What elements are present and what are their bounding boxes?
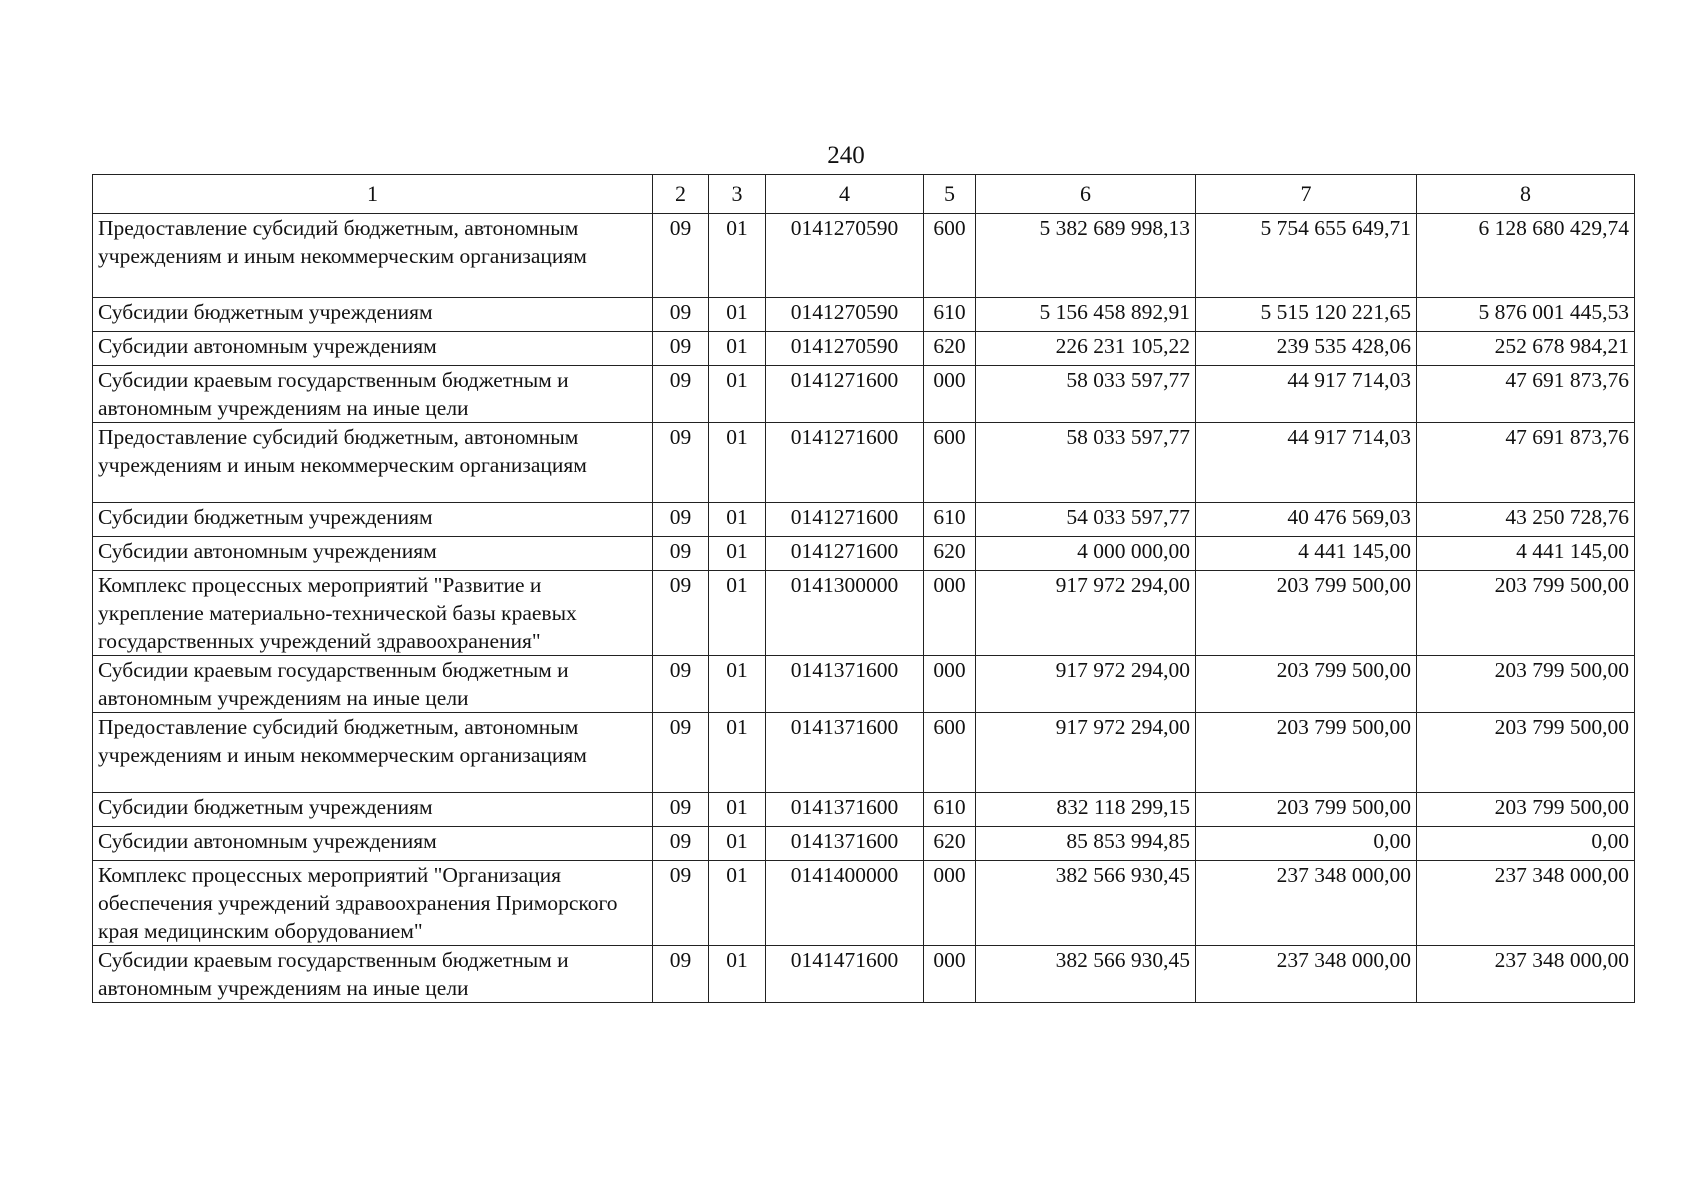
row-target-article-code: 0141371600 — [766, 827, 924, 861]
row-subsection-code: 01 — [709, 861, 766, 946]
row-amount-col8: 6 128 680 429,74 — [1417, 214, 1635, 298]
row-description: Субсидии краевым государственным бюджетным и автономным учреждениям на иные цели — [93, 656, 653, 713]
header-row — [93, 175, 1635, 214]
row-target-article-code: 0141300000 — [766, 571, 924, 656]
table-row — [93, 537, 1635, 571]
row-description: Предоставление субсидий бюджетным, автономным учреждениям и иным некоммерческим организациям — [93, 713, 653, 793]
row-amount-col7: 203 799 500,00 — [1196, 713, 1417, 793]
row-amount-col8: 47 691 873,76 — [1417, 423, 1635, 503]
row-subsection-code: 01 — [709, 423, 766, 503]
row-section-code: 09 — [653, 214, 709, 298]
row-expense-type-code: 000 — [924, 861, 976, 946]
row-target-article-code: 0141271600 — [766, 423, 924, 503]
header-cell-8: 8 — [1417, 175, 1635, 214]
row-description: Субсидии краевым государственным бюджетным и автономным учреждениям на иные цели — [93, 946, 653, 1003]
row-amount-col7: 203 799 500,00 — [1196, 793, 1417, 827]
table-row — [93, 827, 1635, 861]
row-section-code: 09 — [653, 656, 709, 713]
row-amount-col8: 237 348 000,00 — [1417, 946, 1635, 1003]
row-amount-col7: 237 348 000,00 — [1196, 946, 1417, 1003]
row-amount-col8: 237 348 000,00 — [1417, 861, 1635, 946]
row-amount-col7: 0,00 — [1196, 827, 1417, 861]
row-subsection-code: 01 — [709, 713, 766, 793]
row-expense-type-code: 600 — [924, 214, 976, 298]
row-expense-type-code: 610 — [924, 298, 976, 332]
row-amount-col8: 47 691 873,76 — [1417, 366, 1635, 423]
row-target-article-code: 0141270590 — [766, 332, 924, 366]
row-expense-type-code: 600 — [924, 713, 976, 793]
row-amount-col6: 832 118 299,15 — [976, 793, 1196, 827]
row-description: Субсидии бюджетным учреждениям — [93, 298, 653, 332]
row-amount-col7: 5 515 120 221,65 — [1196, 298, 1417, 332]
row-subsection-code: 01 — [709, 571, 766, 656]
header-cell-1: 1 — [93, 175, 653, 214]
row-description: Предоставление субсидий бюджетным, автономным учреждениям и иным некоммерческим организациям — [93, 423, 653, 503]
row-amount-col7: 239 535 428,06 — [1196, 332, 1417, 366]
row-amount-col6: 226 231 105,22 — [976, 332, 1196, 366]
row-amount-col7: 4 441 145,00 — [1196, 537, 1417, 571]
row-amount-col8: 203 799 500,00 — [1417, 571, 1635, 656]
row-target-article-code: 0141270590 — [766, 214, 924, 298]
row-expense-type-code: 000 — [924, 946, 976, 1003]
row-amount-col6: 5 156 458 892,91 — [976, 298, 1196, 332]
row-target-article-code: 0141270590 — [766, 298, 924, 332]
row-target-article-code: 0141371600 — [766, 713, 924, 793]
table-row — [93, 332, 1635, 366]
row-section-code: 09 — [653, 861, 709, 946]
row-expense-type-code: 000 — [924, 366, 976, 423]
row-subsection-code: 01 — [709, 332, 766, 366]
row-expense-type-code: 610 — [924, 793, 976, 827]
row-subsection-code: 01 — [709, 503, 766, 537]
row-expense-type-code: 620 — [924, 332, 976, 366]
row-description: Субсидии бюджетным учреждениям — [93, 793, 653, 827]
row-amount-col7: 40 476 569,03 — [1196, 503, 1417, 537]
row-section-code: 09 — [653, 713, 709, 793]
row-subsection-code: 01 — [709, 298, 766, 332]
row-amount-col8: 252 678 984,21 — [1417, 332, 1635, 366]
row-section-code: 09 — [653, 827, 709, 861]
table-row — [93, 366, 1635, 423]
row-amount-col8: 203 799 500,00 — [1417, 793, 1635, 827]
table-row — [93, 713, 1635, 793]
row-section-code: 09 — [653, 503, 709, 537]
row-section-code: 09 — [653, 571, 709, 656]
row-amount-col6: 5 382 689 998,13 — [976, 214, 1196, 298]
row-section-code: 09 — [653, 946, 709, 1003]
page-number: 240 — [827, 142, 865, 169]
row-section-code: 09 — [653, 366, 709, 423]
row-amount-col8: 203 799 500,00 — [1417, 656, 1635, 713]
row-subsection-code: 01 — [709, 366, 766, 423]
table-row — [93, 503, 1635, 537]
row-expense-type-code: 620 — [924, 827, 976, 861]
row-amount-col6: 382 566 930,45 — [976, 861, 1196, 946]
row-amount-col7: 203 799 500,00 — [1196, 571, 1417, 656]
header-cell-2: 2 — [653, 175, 709, 214]
row-expense-type-code: 000 — [924, 571, 976, 656]
row-description: Предоставление субсидий бюджетным, автономным учреждениям и иным некоммерческим организациям — [93, 214, 653, 298]
row-description: Субсидии автономным учреждениям — [93, 332, 653, 366]
row-target-article-code: 0141271600 — [766, 537, 924, 571]
row-target-article-code: 0141371600 — [766, 793, 924, 827]
header-cell-7: 7 — [1196, 175, 1417, 214]
row-target-article-code: 0141271600 — [766, 366, 924, 423]
header-cell-5: 5 — [924, 175, 976, 214]
row-expense-type-code: 610 — [924, 503, 976, 537]
row-amount-col6: 382 566 930,45 — [976, 946, 1196, 1003]
row-amount-col7: 44 917 714,03 — [1196, 423, 1417, 503]
row-amount-col8: 0,00 — [1417, 827, 1635, 861]
header-cell-4: 4 — [766, 175, 924, 214]
row-description: Субсидии автономным учреждениям — [93, 537, 653, 571]
row-expense-type-code: 620 — [924, 537, 976, 571]
header-cell-3: 3 — [709, 175, 766, 214]
table-row — [93, 861, 1635, 946]
row-amount-col8: 43 250 728,76 — [1417, 503, 1635, 537]
row-description: Субсидии краевым государственным бюджетным и автономным учреждениям на иные цели — [93, 366, 653, 423]
row-amount-col6: 917 972 294,00 — [976, 656, 1196, 713]
row-amount-col8: 203 799 500,00 — [1417, 713, 1635, 793]
row-subsection-code: 01 — [709, 214, 766, 298]
row-amount-col6: 917 972 294,00 — [976, 713, 1196, 793]
row-target-article-code: 0141271600 — [766, 503, 924, 537]
row-target-article-code: 0141471600 — [766, 946, 924, 1003]
row-amount-col6: 85 853 994,85 — [976, 827, 1196, 861]
row-description: Комплекс процессных мероприятий "Развитие и укрепление материально-технической базы краевых государственных учреждений здравоохранения" — [93, 571, 653, 656]
row-subsection-code: 01 — [709, 793, 766, 827]
row-amount-col7: 44 917 714,03 — [1196, 366, 1417, 423]
row-subsection-code: 01 — [709, 656, 766, 713]
budget-table — [92, 174, 1635, 1003]
row-amount-col6: 4 000 000,00 — [976, 537, 1196, 571]
row-section-code: 09 — [653, 537, 709, 571]
row-amount-col6: 917 972 294,00 — [976, 571, 1196, 656]
table-row — [93, 298, 1635, 332]
row-amount-col7: 5 754 655 649,71 — [1196, 214, 1417, 298]
row-description: Субсидии бюджетным учреждениям — [93, 503, 653, 537]
row-target-article-code: 0141400000 — [766, 861, 924, 946]
row-section-code: 09 — [653, 332, 709, 366]
row-expense-type-code: 000 — [924, 656, 976, 713]
table-row — [93, 946, 1635, 1003]
table-body — [93, 214, 1635, 1003]
row-amount-col6: 54 033 597,77 — [976, 503, 1196, 537]
row-amount-col8: 4 441 145,00 — [1417, 537, 1635, 571]
table-row — [93, 656, 1635, 713]
table-row — [93, 423, 1635, 503]
row-subsection-code: 01 — [709, 537, 766, 571]
row-description: Комплекс процессных мероприятий "Организация обеспечения учреждений здравоохранения Приморского края медицинским оборудованием" — [93, 861, 653, 946]
row-amount-col8: 5 876 001 445,53 — [1417, 298, 1635, 332]
row-section-code: 09 — [653, 793, 709, 827]
row-amount-col6: 58 033 597,77 — [976, 423, 1196, 503]
row-expense-type-code: 600 — [924, 423, 976, 503]
table-row — [93, 571, 1635, 656]
row-section-code: 09 — [653, 423, 709, 503]
row-subsection-code: 01 — [709, 946, 766, 1003]
row-description: Субсидии автономным учреждениям — [93, 827, 653, 861]
table-row — [93, 793, 1635, 827]
header-cell-6: 6 — [976, 175, 1196, 214]
row-amount-col6: 58 033 597,77 — [976, 366, 1196, 423]
row-target-article-code: 0141371600 — [766, 656, 924, 713]
row-subsection-code: 01 — [709, 827, 766, 861]
row-amount-col7: 237 348 000,00 — [1196, 861, 1417, 946]
row-amount-col7: 203 799 500,00 — [1196, 656, 1417, 713]
row-section-code: 09 — [653, 298, 709, 332]
table-row — [93, 214, 1635, 298]
